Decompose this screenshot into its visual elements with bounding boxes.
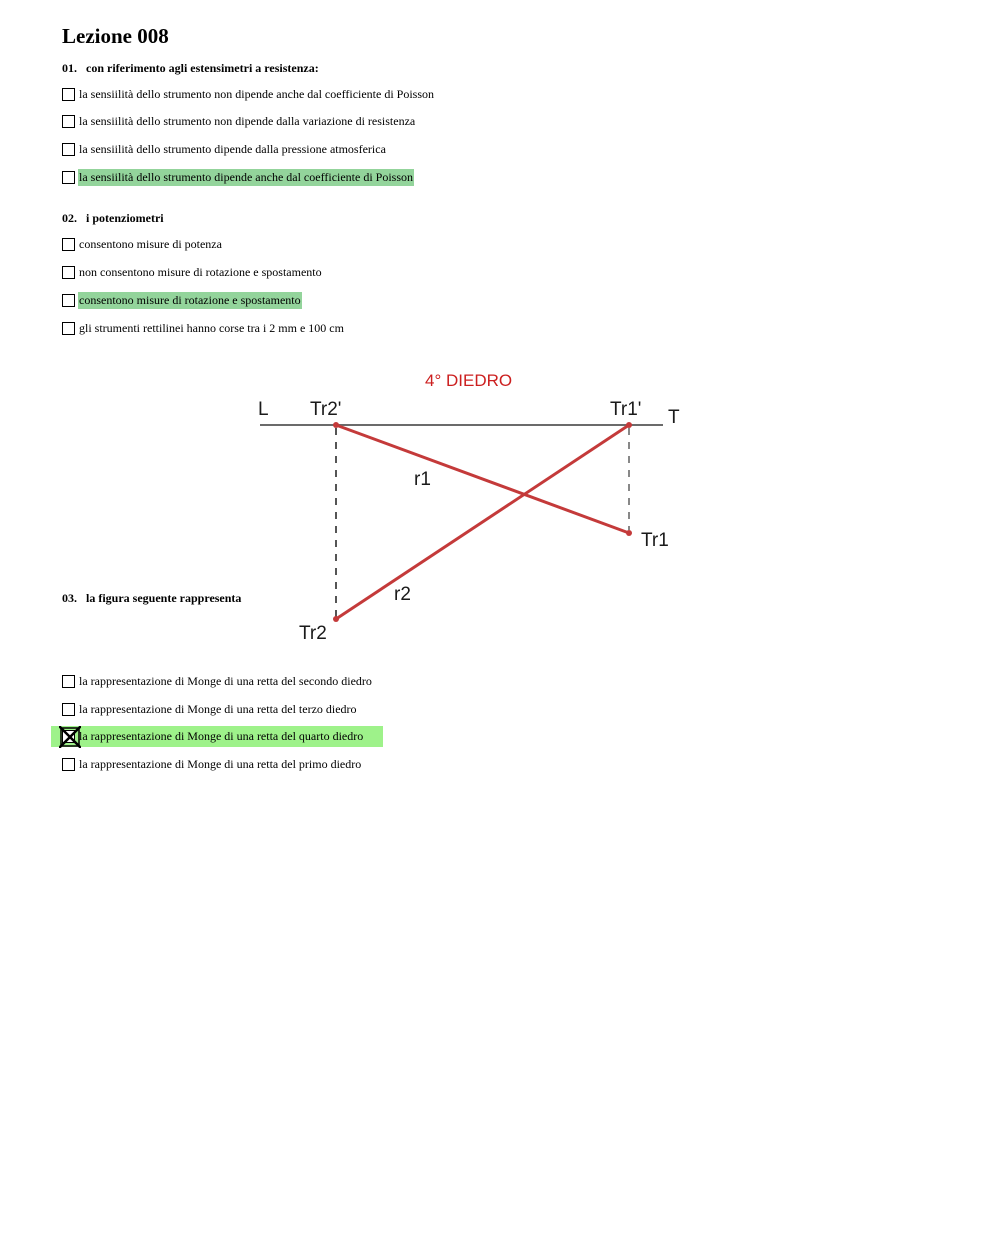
question-3-option-2[interactable] [62, 701, 358, 718]
option-label-correct: consentono misure di rotazione e spostamento [79, 293, 301, 307]
question-3-heading [62, 591, 241, 606]
checkbox[interactable] [62, 758, 75, 771]
checkbox[interactable] [62, 238, 75, 251]
checkbox[interactable] [62, 675, 75, 688]
page-title: Lezione 008 [62, 24, 169, 48]
checkbox[interactable] [62, 143, 75, 156]
option-label: la rappresentazione di Monge di una retta del terzo diedro [79, 702, 357, 716]
question-3-option-3[interactable] [62, 728, 364, 745]
option-label: non consentono misure di rotazione e spostamento [79, 265, 322, 279]
label-r2: r2 [394, 584, 411, 605]
question-2-option-1[interactable] [62, 236, 223, 253]
label-tr1: Tr1 [641, 530, 669, 551]
question-3-option-1[interactable] [62, 673, 373, 690]
question-1-option-2[interactable] [62, 113, 416, 130]
monge-diagram [230, 360, 700, 650]
figure-title: 4° DIEDRO [425, 371, 513, 390]
option-label: consentono misure di potenza [79, 237, 222, 251]
option-label-correct: la sensiilità dello strumento dipende anche dal coefficiente di Poisson [79, 170, 414, 184]
point-tr1-prime [626, 422, 632, 428]
question-1-heading [62, 61, 319, 76]
option-label: la rappresentazione di Monge di una retta del primo diedro [79, 757, 362, 771]
checkbox[interactable] [62, 703, 75, 716]
checkbox[interactable] [62, 115, 75, 128]
line-r1 [336, 425, 629, 533]
question-1-option-1[interactable] [62, 86, 435, 103]
label-tr1-prime: Tr1' [610, 399, 642, 420]
option-label: la sensiilità dello strumento dipende dalla pressione atmosferica [79, 142, 386, 156]
label-t: T [668, 407, 680, 428]
checkbox[interactable] [62, 88, 75, 101]
checkbox[interactable] [62, 171, 75, 184]
option-label: gli strumenti rettilinei hanno corse tra i 2 mm e 100 cm [79, 321, 344, 335]
question-text: la figura seguente rappresenta [86, 591, 242, 605]
label-l: L [258, 399, 269, 420]
question-2-option-4[interactable] [62, 320, 345, 337]
question-number: 03. [62, 591, 77, 605]
option-label: la rappresentazione di Monge di una retta del secondo diedro [79, 674, 372, 688]
option-label: la sensiilità dello strumento non dipende anche dal coefficiente di Poisson [79, 87, 435, 101]
option-label-selected: la rappresentazione di Monge di una retta del quarto diedro [79, 729, 364, 743]
question-number: 01. [62, 61, 77, 75]
point-tr2 [333, 616, 339, 622]
checkbox[interactable] [62, 266, 75, 279]
question-2-heading [62, 211, 164, 226]
label-tr2: Tr2 [299, 623, 327, 644]
question-1-option-4[interactable] [62, 169, 414, 186]
check-x-icon [59, 726, 81, 748]
point-tr2-prime [333, 422, 339, 428]
label-r1: r1 [414, 469, 431, 490]
point-tr1 [626, 530, 632, 536]
option-label: la sensiilità dello strumento non dipende dalla variazione di resistenza [79, 114, 416, 128]
question-1-option-3[interactable] [62, 141, 387, 158]
question-text: con riferimento agli estensimetri a resistenza: [86, 61, 319, 75]
line-r2 [336, 425, 629, 619]
question-3-option-4[interactable] [62, 756, 362, 773]
question-text: i potenziometri [86, 211, 164, 225]
question-2-option-2[interactable] [62, 264, 323, 281]
checkbox[interactable] [62, 294, 75, 307]
question-number: 02. [62, 211, 77, 225]
label-tr2-prime: Tr2' [310, 399, 342, 420]
question-2-option-3[interactable] [62, 292, 302, 309]
checkbox[interactable] [62, 322, 75, 335]
